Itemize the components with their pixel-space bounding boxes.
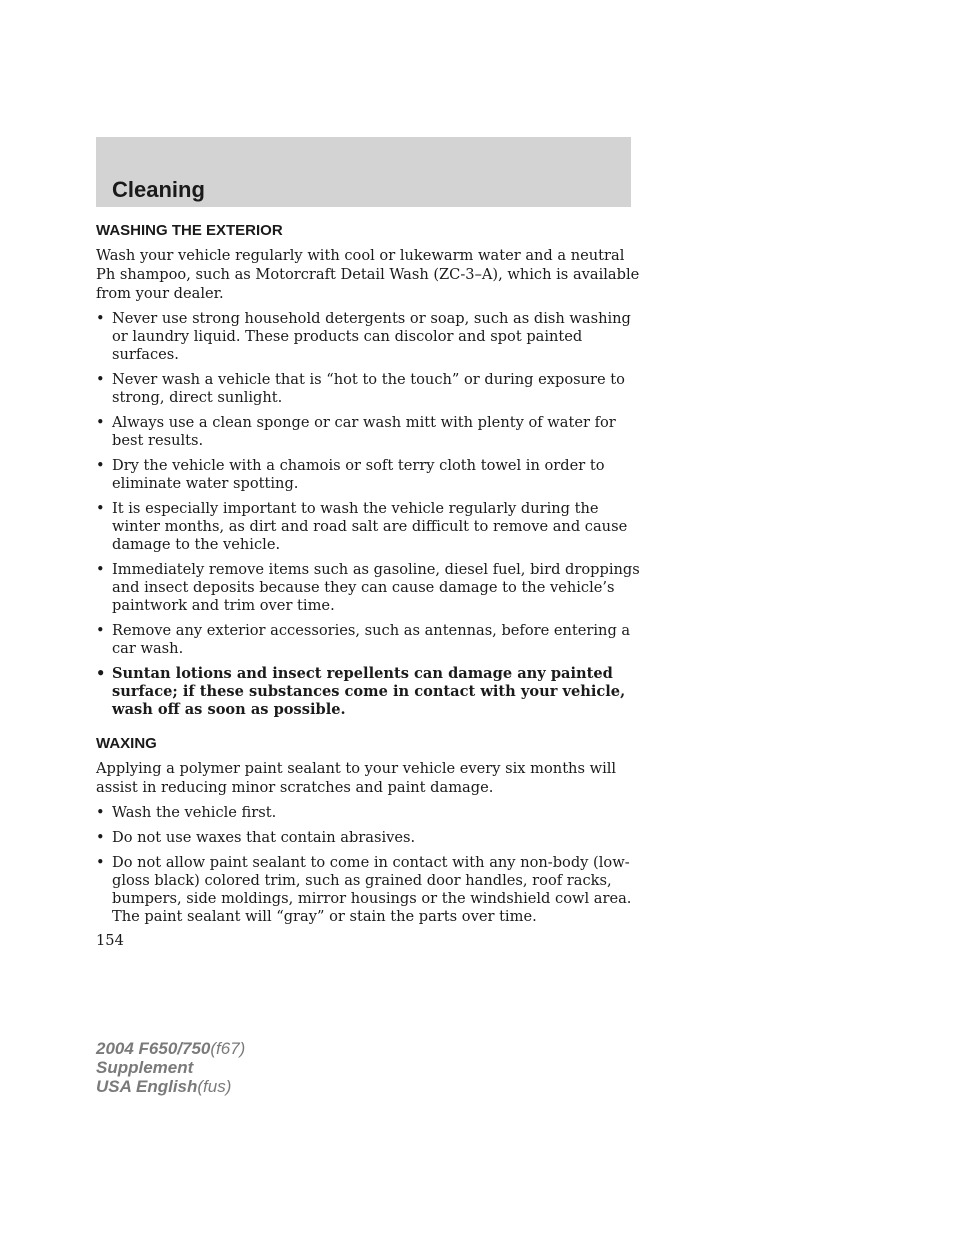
section-header-band	[96, 137, 631, 207]
list-item-text: Always use a clean sponge or car wash mitt with plenty of water for best results.	[112, 414, 616, 449]
list-item-text: Remove any exterior accessories, such as antennas, before entering a car wash.	[112, 622, 631, 657]
bullet-glyph: •	[96, 622, 105, 639]
warning-list-item	[96, 665, 641, 719]
list-item-text: Immediately remove items such as gasoline, diesel fuel, bird droppings and insect deposits because they can cause damage to the vehicle’s paintwork and trim over time.	[112, 561, 640, 614]
list-item	[96, 414, 641, 450]
list-item-text: Do not allow paint sealant to come in contact with any non-body (low-gloss black) colored trim, such as grained door handles, roof racks, bumpers, side moldings, mirror housings or the windshield cowl area. The paint sealant will “gray” or stain the parts over time.	[112, 854, 632, 925]
bullet-glyph: •	[96, 829, 105, 846]
bullet-glyph: •	[96, 665, 106, 682]
waxing-heading: WAXING	[96, 735, 157, 752]
footer-model-line	[96, 1039, 245, 1058]
list-item	[96, 500, 641, 554]
footer-model-code: (f67)	[210, 1039, 246, 1058]
bullet-glyph: •	[96, 500, 105, 517]
list-item-text: Never wash a vehicle that is “hot to the touch” or during exposure to strong, direct sunlight.	[112, 371, 625, 406]
list-item	[96, 371, 641, 407]
document-footer	[96, 1039, 245, 1096]
list-item-text: It is especially important to wash the vehicle regularly during the winter months, as dirt and road salt are difficult to remove and cause damage to the vehicle.	[112, 500, 628, 553]
list-item-text: Never use strong household detergents or soap, such as dish washing or laundry liquid. These products can discolor and spot painted surfaces.	[112, 310, 631, 363]
list-item	[96, 622, 641, 658]
list-item	[96, 561, 641, 615]
bullet-glyph: •	[96, 414, 105, 431]
list-item-text: Do not use waxes that contain abrasives.	[112, 829, 416, 846]
bullet-glyph: •	[96, 310, 105, 327]
bullet-glyph: •	[96, 804, 105, 821]
waxing-bullet-list	[96, 804, 641, 926]
footer-language-code: (fus)	[197, 1077, 232, 1096]
waxing-intro: Applying a polymer paint sealant to your vehicle every six months will assist in reducing minor scratches and paint damage.	[96, 760, 617, 796]
list-item	[96, 804, 641, 822]
list-item	[96, 457, 641, 493]
footer-language: USA English	[96, 1077, 198, 1096]
list-item-text: Wash the vehicle first.	[112, 804, 277, 821]
list-item-text: Suntan lotions and insect repellents can damage any painted surface; if these substances come in contact with your vehicle, wash off as soon as possible.	[112, 665, 626, 718]
list-item	[96, 310, 641, 364]
footer-model: 2004 F650/750	[96, 1039, 211, 1058]
washing-heading: WASHING THE EXTERIOR	[96, 222, 283, 239]
bullet-glyph: •	[96, 371, 105, 388]
bullet-glyph: •	[96, 854, 105, 871]
bullet-glyph: •	[96, 561, 105, 578]
page-content	[96, 222, 641, 926]
footer-language-line	[96, 1077, 245, 1096]
footer-doc-type: Supplement	[96, 1058, 194, 1077]
list-item	[96, 854, 641, 926]
washing-bullet-list	[96, 310, 641, 719]
list-item	[96, 829, 641, 847]
washing-intro: Wash your vehicle regularly with cool or lukewarm water and a neutral Ph shampoo, such as Motorcraft Detail Wash (ZC-3–A), which is available from your dealer.	[96, 247, 640, 302]
list-item-text: Dry the vehicle with a chamois or soft terry cloth towel in order to eliminate water spotting.	[112, 457, 605, 492]
bullet-glyph: •	[96, 457, 105, 474]
section-title: Cleaning	[112, 177, 205, 202]
page-number: 154	[96, 932, 124, 949]
